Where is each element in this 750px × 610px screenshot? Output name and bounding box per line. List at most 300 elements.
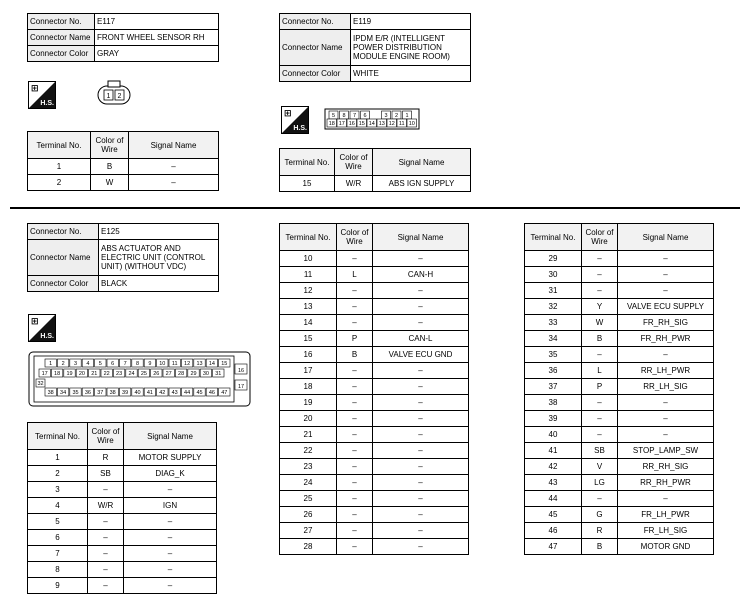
- header-wire-color: Color of Wire: [582, 224, 618, 251]
- connector-number: E119: [351, 14, 471, 30]
- terminal-row: [525, 299, 714, 315]
- e125-pin: 20: [78, 370, 85, 377]
- info-key: Connector Name: [280, 30, 351, 66]
- terminal-number: 18: [280, 379, 337, 395]
- terminal-row: [525, 267, 714, 283]
- signal-name: –: [618, 267, 714, 283]
- signal-name: DIAG_K: [124, 466, 217, 482]
- terminal-row: [525, 491, 714, 507]
- terminal-number: 15: [280, 176, 335, 192]
- terminal-row: [280, 459, 469, 475]
- e125-pin: 42: [159, 389, 166, 396]
- terminal-row: [280, 363, 469, 379]
- e125-pin: 29: [190, 370, 197, 377]
- e117-pin-1: 1: [106, 93, 111, 100]
- terminal-row: [525, 347, 714, 363]
- terminal-number: 37: [525, 379, 582, 395]
- wire-color: –: [337, 523, 373, 539]
- wire-color: –: [88, 482, 124, 498]
- e117-pin-2: 2: [117, 93, 122, 100]
- signal-name: RR_RH_SIG: [618, 459, 714, 475]
- e125-pin: 17: [237, 383, 245, 390]
- signal-name: FR_RH_SIG: [618, 315, 714, 331]
- terminal-number: 12: [280, 283, 337, 299]
- e125-terminal-rows-1: [28, 450, 217, 594]
- e125-pin: 21: [91, 370, 98, 377]
- terminal-number: 42: [525, 459, 582, 475]
- e125-pin: 47: [221, 389, 228, 396]
- e119-pin: 18: [328, 120, 335, 127]
- wire-color: R: [582, 523, 618, 539]
- wire-color: –: [582, 427, 618, 443]
- signal-name: –: [373, 411, 469, 427]
- signal-name: RR_LH_PWR: [618, 363, 714, 379]
- e125-pin: 22: [103, 370, 110, 377]
- terminal-row: [525, 363, 714, 379]
- e125-terminal-table-3: [524, 223, 714, 555]
- terminal-number: 44: [525, 491, 582, 507]
- e117-connector-info: [27, 13, 219, 62]
- terminal-number: 16: [280, 347, 337, 363]
- wire-color: –: [337, 315, 373, 331]
- signal-name: –: [373, 379, 469, 395]
- e125-pin: 38: [109, 389, 116, 396]
- terminal-row: [280, 443, 469, 459]
- e125-pin: 32: [37, 380, 44, 387]
- e125-pin: 37: [97, 389, 104, 396]
- e125-pin: 25: [140, 370, 147, 377]
- terminal-number: 6: [28, 530, 88, 546]
- wire-color: –: [337, 443, 373, 459]
- signal-name: VALVE ECU SUPPLY: [618, 299, 714, 315]
- terminal-row: [525, 507, 714, 523]
- signal-name: –: [124, 530, 217, 546]
- e125-terminal-table-1: [27, 422, 217, 594]
- e125-pin: 3: [73, 360, 78, 367]
- wire-color: V: [582, 459, 618, 475]
- e125-pin: 17: [41, 370, 48, 377]
- signal-name: MOTOR SUPPLY: [124, 450, 217, 466]
- header-wire-color: Color of Wire: [88, 423, 124, 450]
- harness-side-icon: ⊞: [284, 108, 292, 118]
- terminal-row: [280, 395, 469, 411]
- signal-name: –: [124, 546, 217, 562]
- e125-pin: 9: [148, 360, 152, 367]
- terminal-number: 14: [280, 315, 337, 331]
- e125-pin: 23: [116, 370, 123, 377]
- terminal-row: [280, 331, 469, 347]
- wire-color: –: [337, 539, 373, 555]
- terminal-number: 9: [28, 578, 88, 594]
- wire-color: –: [88, 546, 124, 562]
- wire-color: LG: [582, 475, 618, 491]
- terminal-row: [280, 267, 469, 283]
- terminal-row: [28, 175, 219, 191]
- e119-hs-badge: [281, 106, 309, 134]
- signal-name: –: [373, 459, 469, 475]
- signal-name: –: [373, 427, 469, 443]
- e119-terminal-rows: [280, 176, 471, 192]
- signal-name: –: [124, 514, 217, 530]
- signal-name: –: [373, 299, 469, 315]
- terminal-row: [28, 514, 217, 530]
- e119-pin: 14: [368, 120, 375, 127]
- terminal-row: [28, 562, 217, 578]
- e125-pin: 1: [49, 360, 53, 367]
- wire-color: –: [88, 562, 124, 578]
- terminal-row: [280, 315, 469, 331]
- terminal-number: 4: [28, 498, 88, 514]
- header-terminal-no: Terminal No.: [280, 224, 337, 251]
- e125-pin: 46: [208, 389, 215, 396]
- header-terminal-no: Terminal No.: [28, 132, 91, 159]
- e119-pin: 8: [342, 112, 346, 119]
- signal-name: –: [124, 482, 217, 498]
- terminal-row: [525, 283, 714, 299]
- terminal-number: 33: [525, 315, 582, 331]
- wire-color: –: [582, 491, 618, 507]
- info-key: Connector Name: [28, 30, 95, 46]
- e125-pin: 41: [146, 389, 153, 396]
- info-key: Connector Color: [280, 66, 351, 82]
- e117-terminal-rows: [28, 159, 219, 191]
- e119-pin: 5: [331, 112, 336, 119]
- e125-pin: 26: [153, 370, 160, 377]
- terminal-row: [28, 450, 217, 466]
- terminal-number: 43: [525, 475, 582, 491]
- terminal-number: 3: [28, 482, 88, 498]
- connector-number: E125: [99, 224, 219, 240]
- hs-label: H.S.: [40, 100, 54, 107]
- e125-pin: 2: [61, 360, 65, 367]
- e125-pin: 8: [135, 360, 140, 367]
- wire-color: –: [88, 578, 124, 594]
- wire-color: P: [337, 331, 373, 347]
- e125-pin: 36: [84, 389, 91, 396]
- terminal-row: [525, 523, 714, 539]
- header-signal-name: Signal Name: [373, 149, 471, 176]
- terminal-number: 8: [28, 562, 88, 578]
- wire-color: –: [88, 530, 124, 546]
- terminal-number: 2: [28, 175, 91, 191]
- header-signal-name: Signal Name: [618, 224, 714, 251]
- e125-terminal-rows-2: [280, 251, 469, 555]
- terminal-number: 30: [525, 267, 582, 283]
- e119-pin: 10: [408, 120, 415, 127]
- terminal-number: 21: [280, 427, 337, 443]
- wire-color: –: [582, 395, 618, 411]
- signal-name: –: [373, 443, 469, 459]
- signal-name: –: [373, 539, 469, 555]
- terminal-number: 47: [525, 539, 582, 555]
- terminal-row: [280, 347, 469, 363]
- terminal-row: [28, 530, 217, 546]
- wire-color: W/R: [88, 498, 124, 514]
- wire-color: –: [337, 459, 373, 475]
- terminal-row: [525, 315, 714, 331]
- section-divider: [10, 207, 740, 209]
- info-key: Connector No.: [28, 224, 99, 240]
- signal-name: –: [373, 507, 469, 523]
- e125-pin: 31: [215, 370, 222, 377]
- signal-name: –: [129, 159, 219, 175]
- e119-pin: 11: [398, 120, 405, 127]
- terminal-number: 7: [28, 546, 88, 562]
- wire-color: P: [582, 379, 618, 395]
- terminal-row: [525, 539, 714, 555]
- connector-color: GRAY: [95, 46, 219, 62]
- e125-pin: 10: [159, 360, 166, 367]
- wire-color: B: [91, 159, 129, 175]
- signal-name: –: [373, 491, 469, 507]
- terminal-row: [525, 331, 714, 347]
- wire-color: –: [337, 491, 373, 507]
- terminal-row: [525, 251, 714, 267]
- signal-name: –: [373, 395, 469, 411]
- connector-name: IPDM E/R (INTELLIGENT POWER DISTRIBUTION MODULE ENGINE ROOM): [351, 30, 471, 66]
- wire-color: SB: [88, 466, 124, 482]
- terminal-number: 20: [280, 411, 337, 427]
- wire-color: G: [582, 507, 618, 523]
- connector-name: FRONT WHEEL SENSOR RH: [95, 30, 219, 46]
- signal-name: –: [618, 283, 714, 299]
- terminal-row: [280, 507, 469, 523]
- e125-pin: 38: [47, 389, 54, 396]
- signal-name: ABS IGN SUPPLY: [373, 176, 471, 192]
- connector-color: BLACK: [99, 276, 219, 292]
- terminal-number: 29: [525, 251, 582, 267]
- e119-pin: 1: [405, 112, 409, 119]
- terminal-row: [280, 539, 469, 555]
- header-signal-name: Signal Name: [124, 423, 217, 450]
- signal-name: –: [618, 251, 714, 267]
- header-signal-name: Signal Name: [129, 132, 219, 159]
- terminal-number: 45: [525, 507, 582, 523]
- wire-color: L: [582, 363, 618, 379]
- e125-pin: 24: [128, 370, 135, 377]
- harness-side-icon: ⊞: [31, 316, 39, 326]
- e125-pin: 35: [72, 389, 79, 396]
- e119-pin: 13: [378, 120, 385, 127]
- terminal-row: [280, 176, 471, 192]
- terminal-number: 17: [280, 363, 337, 379]
- terminal-number: 27: [280, 523, 337, 539]
- signal-name: CAN-L: [373, 331, 469, 347]
- terminal-number: 13: [280, 299, 337, 315]
- terminal-number: 22: [280, 443, 337, 459]
- terminal-number: 26: [280, 507, 337, 523]
- terminal-number: 23: [280, 459, 337, 475]
- terminal-row: [525, 395, 714, 411]
- terminal-row: [28, 578, 217, 594]
- e125-pin: 18: [54, 370, 61, 377]
- signal-name: –: [618, 395, 714, 411]
- e125-pin: 19: [66, 370, 73, 377]
- e125-pin: 11: [171, 360, 178, 367]
- wire-color: –: [337, 363, 373, 379]
- terminal-number: 2: [28, 466, 88, 482]
- wire-color: –: [337, 427, 373, 443]
- e117-connector-diagram: [96, 80, 132, 108]
- wire-color: –: [337, 299, 373, 315]
- signal-name: –: [618, 491, 714, 507]
- wire-color: B: [582, 539, 618, 555]
- e119-pin: 16: [348, 120, 355, 127]
- e119-pin: 7: [352, 112, 357, 119]
- e117-hs-badge: [28, 81, 56, 109]
- e125-terminal-table-2: [279, 223, 469, 555]
- wire-color: –: [337, 251, 373, 267]
- signal-name: –: [618, 347, 714, 363]
- signal-name: –: [373, 475, 469, 491]
- header-signal-name: Signal Name: [373, 224, 469, 251]
- signal-name: FR_RH_PWR: [618, 331, 714, 347]
- terminal-row: [280, 411, 469, 427]
- signal-name: –: [618, 427, 714, 443]
- terminal-row: [525, 427, 714, 443]
- e125-pin: 6: [111, 360, 115, 367]
- terminal-number: 1: [28, 159, 91, 175]
- signal-name: STOP_LAMP_SW: [618, 443, 714, 459]
- signal-name: MOTOR GND: [618, 539, 714, 555]
- e125-pin: 16: [237, 367, 245, 374]
- terminal-number: 31: [525, 283, 582, 299]
- wire-color: W: [91, 175, 129, 191]
- terminal-row: [280, 475, 469, 491]
- signal-name: –: [373, 283, 469, 299]
- terminal-number: 35: [525, 347, 582, 363]
- header-terminal-no: Terminal No.: [28, 423, 88, 450]
- terminal-number: 39: [525, 411, 582, 427]
- signal-name: –: [129, 175, 219, 191]
- e119-pin: 3: [384, 112, 388, 119]
- e125-pin: 39: [122, 389, 129, 396]
- signal-name: VALVE ECU GND: [373, 347, 469, 363]
- wire-color: –: [337, 475, 373, 491]
- header-terminal-no: Terminal No.: [525, 224, 582, 251]
- terminal-number: 32: [525, 299, 582, 315]
- terminal-number: 38: [525, 395, 582, 411]
- terminal-number: 40: [525, 427, 582, 443]
- terminal-row: [28, 546, 217, 562]
- terminal-row: [28, 498, 217, 514]
- terminal-row: [28, 466, 217, 482]
- header-wire-color: Color of Wire: [337, 224, 373, 251]
- terminal-row: [280, 379, 469, 395]
- terminal-row: [280, 491, 469, 507]
- e125-pin: 27: [165, 370, 172, 377]
- e119-connector-info: [279, 13, 471, 82]
- signal-name: –: [124, 578, 217, 594]
- terminal-number: 19: [280, 395, 337, 411]
- e125-pin: 12: [184, 360, 191, 367]
- terminal-number: 11: [280, 267, 337, 283]
- signal-name: –: [373, 251, 469, 267]
- terminal-row: [525, 443, 714, 459]
- header-terminal-no: Terminal No.: [280, 149, 335, 176]
- header-wire-color: Color of Wire: [91, 132, 129, 159]
- wire-color: –: [337, 283, 373, 299]
- wire-color: –: [582, 267, 618, 283]
- wire-color: B: [582, 331, 618, 347]
- terminal-row: [525, 459, 714, 475]
- e125-pin: 7: [123, 360, 127, 367]
- wire-color: –: [337, 379, 373, 395]
- wire-color: –: [337, 411, 373, 427]
- connector-number: E117: [95, 14, 219, 30]
- e125-pin: 44: [184, 389, 191, 396]
- terminal-row: [280, 283, 469, 299]
- signal-name: –: [373, 315, 469, 331]
- wire-color: –: [582, 283, 618, 299]
- e117-terminal-table: [27, 131, 219, 191]
- terminal-number: 15: [280, 331, 337, 347]
- terminal-row: [280, 251, 469, 267]
- signal-name: –: [618, 411, 714, 427]
- e119-pin: 15: [358, 120, 365, 127]
- e125-pin: 30: [202, 370, 209, 377]
- e125-connector-info: [27, 223, 219, 292]
- e119-pin: 12: [388, 120, 395, 127]
- e125-pin: 5: [98, 360, 102, 367]
- e119-pin: 2: [394, 112, 399, 119]
- info-key: Connector Color: [28, 46, 95, 62]
- terminal-row: [28, 159, 219, 175]
- signal-name: IGN: [124, 498, 217, 514]
- terminal-row: [280, 299, 469, 315]
- wire-color: L: [337, 267, 373, 283]
- e119-connector-diagram: [324, 108, 420, 130]
- e125-pin: 45: [196, 389, 203, 396]
- terminal-number: 36: [525, 363, 582, 379]
- terminal-number: 1: [28, 450, 88, 466]
- hs-label: H.S.: [293, 125, 307, 132]
- e119-terminal-table: [279, 148, 471, 192]
- wire-color: R: [88, 450, 124, 466]
- wire-color: W: [582, 315, 618, 331]
- connector-name: ABS ACTUATOR AND ELECTRIC UNIT (CONTROL UNIT) (WITHOUT VDC): [99, 240, 219, 276]
- e125-pin: 15: [221, 360, 228, 367]
- info-key: Connector Color: [28, 276, 99, 292]
- wire-color: Y: [582, 299, 618, 315]
- terminal-row: [525, 411, 714, 427]
- e125-pin: 4: [86, 360, 90, 367]
- wire-color: –: [337, 395, 373, 411]
- wire-color: –: [337, 507, 373, 523]
- info-key: Connector No.: [28, 14, 95, 30]
- signal-name: RR_LH_SIG: [618, 379, 714, 395]
- signal-name: –: [124, 562, 217, 578]
- wire-color: B: [337, 347, 373, 363]
- terminal-row: [525, 379, 714, 395]
- e125-pin: 14: [208, 360, 215, 367]
- wire-color: SB: [582, 443, 618, 459]
- signal-name: –: [373, 523, 469, 539]
- terminal-row: [280, 523, 469, 539]
- harness-side-icon: ⊞: [31, 83, 39, 93]
- wire-color: –: [582, 347, 618, 363]
- terminal-row: [525, 475, 714, 491]
- wire-color: W/R: [335, 176, 373, 192]
- e125-pin: 43: [171, 389, 178, 396]
- info-key: Connector No.: [280, 14, 351, 30]
- e119-pin: 6: [363, 112, 367, 119]
- signal-name: FR_LH_SIG: [618, 523, 714, 539]
- signal-name: –: [373, 363, 469, 379]
- terminal-number: 41: [525, 443, 582, 459]
- connector-color: WHITE: [351, 66, 471, 82]
- e125-pin: 40: [134, 389, 141, 396]
